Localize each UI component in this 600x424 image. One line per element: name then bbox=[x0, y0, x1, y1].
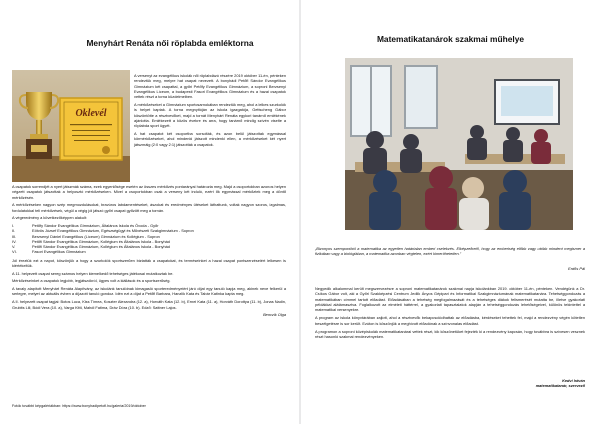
signature-name: Kedvi István bbox=[562, 378, 585, 383]
body-paragraph: A 11. helyezett csapat sereg számos helyen kiemelkedő tehetséges játékosai mutatkoztak be. bbox=[12, 270, 174, 276]
volleyball-article-title: Menyhárt Renáta női röplabda emléktorna bbox=[86, 38, 254, 48]
math-workshop-article bbox=[301, 0, 600, 424]
ranking-number: III. bbox=[12, 233, 17, 239]
body-paragraph: A végeredmény a következőképpen alakult: bbox=[12, 215, 88, 221]
ranking-number: V. bbox=[12, 244, 16, 250]
ranking-number: IV. bbox=[12, 238, 17, 244]
math-article-signature bbox=[315, 378, 585, 389]
ranking-team: Petőfi Sándor Evangélikus Gimnázium, Kollégium és Általános Iskola - Bonyhád bbox=[32, 244, 170, 250]
classroom-photo bbox=[345, 58, 573, 230]
quote-author: Erdős Pál bbox=[568, 266, 585, 271]
body-paragraph: A programon a soproni középiskolák matematikatanárai vettek részt, kik köszönetüket fejezték ki a rendezvény kapcsán, hogy továbbra is szívesen vesznek részt hasonló szakmai rendezvényeken. bbox=[315, 329, 585, 340]
erdos-quote: „Bizonyos szempontból a matematika az egyetlen határtalan emberi cselekvés. Elképzelhető, hogy az emberiség előbb vagy utóbb mindent megismer a fizikában vagy a biológiában, a matematika azonban végtelen, ezért kimeríthetetlen.” bbox=[315, 246, 585, 257]
body-paragraph: Mérkőzéseinket a csapatok legjobb, legjátszókról, ügyes volt a kiállások és a sportszerűség. bbox=[12, 278, 171, 284]
intro-paragraph: A hat csapatot két csoportba sorsolták, és azon belül játszottak egymással körmérkőzéseket, ahol mindenki játszott mindenki ellen, a mérkőzéseket két nyert játszmáig (2:0 vagy 2:1) játszották a csapatok. bbox=[134, 130, 286, 147]
ranking-number: VI. bbox=[12, 249, 17, 255]
ranking-team: Petőfy Sándor Evangélikus Gimnázium, Általános Iskola és Óvoda - Győr bbox=[32, 223, 159, 229]
volleyball-article bbox=[0, 0, 299, 424]
volleyball-intro bbox=[134, 73, 286, 149]
ranking-number: II. bbox=[12, 228, 16, 234]
rankings-list bbox=[12, 223, 286, 254]
math-article-title: Matematikatanárok szakmai műhelye bbox=[376, 34, 525, 44]
ranking-number: I. bbox=[12, 223, 15, 229]
ranking-team: Fasori Evangélikus Gimnázium bbox=[32, 249, 86, 255]
classroom-illustration bbox=[345, 58, 573, 230]
body-paragraph: A II. helyezett csapat tagjai: Botos Luca, Kiss Tímea, Koszter Alexandra (12. a), Horváth Kata (12. b), Ernei Kata (11. a), Horváth Dorottya (11. b), Jonas Nadin, Grubits Lili, Bódi Vera (10. a), Varga Kitti, Mahdi Fatima, Dráv Dóra (10. b). Edző: Sattner Lajos. bbox=[12, 299, 286, 310]
body-paragraph: A program az iskola könyvtárában zajlott, ahol a résztvevők bekapcsolódhattak az előadásba, kérdéseket tehettek fel, majd a rendezvény végén kötetlen beszélgetésre is sor került. Ezúton is köszönjük a meghívott előadónak a színvonalas előadást. bbox=[315, 315, 585, 326]
body-paragraph: Negyedik alkalommal került megszervezésre a soproni matematikatanárok szakmai napja iskolánkban 2019. október 11-én, pénteken. Vendégünk a Dr. Csíkos Gábor volt, aki a Győri Szakképzési Centrum Jedlik Ányos Gépipari és Informatikai Szakgimnáziumának matematikatanára. Tehetséggondozás a matematikában címmel tartott előadást. Előadásában a tehetség megfogalmazását és a tehetséges diákok felismerését mutatta be, illetve gyakorlati példákkal alátámasztva. Foglalkozott az elméleti háttérrel, a gyakorlati tapasztalatok alapján a tehetséggondozás lehetőségeivel, különös tekintettel a matematikai versenyekre. bbox=[315, 286, 585, 313]
body-paragraph: A tavaly alapított Menyhárt Renáta Alapítvány, az iskolánk tanulóinak kimagasló sporteredményeiért járó díjat egy tanuló kapja meg, akinek neve felkerül a serlegre, melyet az aktuális évben a díjazott tanuló gondoz. Idén ezt a díjat a Petőfi Barbara, Hanzlik Kata és Tabár Katinka kapta meg. bbox=[12, 286, 286, 297]
photo-gallery-link[interactable]: Fotók további képgalériákban: https://www.bonyhadipetofi.hu/galeria/2019/oktober bbox=[12, 404, 146, 408]
math-article-body bbox=[315, 286, 585, 343]
intro-paragraph: A mérkőzéseket a Gimnázium sportcsarnokában rendeztük meg, ahol a lelkes szurkolók is helyet kaptak. A torna megnyitóján az iskola igazgatója, Gettscheng Gábor köszöntötte a résztvevőket, majd a tornát Menyhárt Renáta egykori tanárnő emlékének ajánlotta. Emlékezett a közös évekre és arra, hogy tanárnő mindig szívén viselte a röplabda sport ügyét. bbox=[134, 101, 286, 129]
certificate-heading: Oklevél bbox=[75, 108, 107, 119]
ranking-team: Berzsenyi Dániel Evangélikus (Líceum) Gimnázium és Kollégium - Sopron bbox=[32, 233, 160, 239]
body-paragraph: A csapatok sorrendjét a nyert játszmák száma, ezek egyenlősége esetén az összes mérkőzés pontarányai határozta meg. Majd a csoportokban azonos helyen végzett csapatok játszottak a helyosztó mérkőzéseken. Mivel a csoportokban csak a verseny két induló, ezért ők egymással mérkőztek meg a döntő mérkőzésén. bbox=[12, 184, 286, 200]
ranking-item bbox=[12, 249, 286, 254]
ranking-team: Eötvös József Evangélikus Gimnázium, Egészségügyi és Művészeti Szakgimnázium - Sopron bbox=[32, 228, 194, 234]
author-signature: Benczik Olga bbox=[263, 312, 286, 318]
body-paragraph: A mérkőzéseken nagyon szép megmozdulásokat, bravúros labdamentéseket, ászokat és eredményes ütéseket láthattunk, voltak nagyon szoros, izgalmas, fordulatokkal teli mérkőzések, végül a végig jól játszó győri csapat győzött meg a tornán. bbox=[12, 202, 286, 213]
trophy-illustration bbox=[12, 70, 130, 182]
trophy-photo bbox=[12, 70, 130, 182]
intro-paragraph: A versenyt az evangélikus iskolák női röplabdázó részére 2019 október 11-én, pénteken rendeztük meg, melyre hat csapat nevezett. A bonyhádi Petőfi Sándor Evangélikus Gimnázium két csapattal, a győri Petőfy Evangélikus Gimnázium, a soproni Berzsenyi Evangélikus Líceum, a budapesti Fasori Evangélikus Gimnázium és a hazai csapatok vettek részt a torna küzdelmeiben. bbox=[134, 73, 286, 100]
volleyball-body bbox=[12, 184, 286, 320]
ranking-team: Petőfi Sándor Evangélikus Gimnázium, Kollégium és Általános Iskola - Bonyhád bbox=[32, 238, 170, 244]
signature-role: matematikatanár, szervező bbox=[535, 383, 585, 389]
body-paragraph: Jól éreztük ezt a napot, köszönjük a hogy a szurkolók sportszerűen biztatták a csapatokat, és terméseinket a hazai csapat pontszerzéseiért lelkesen is kiértékeltük. bbox=[12, 257, 286, 268]
